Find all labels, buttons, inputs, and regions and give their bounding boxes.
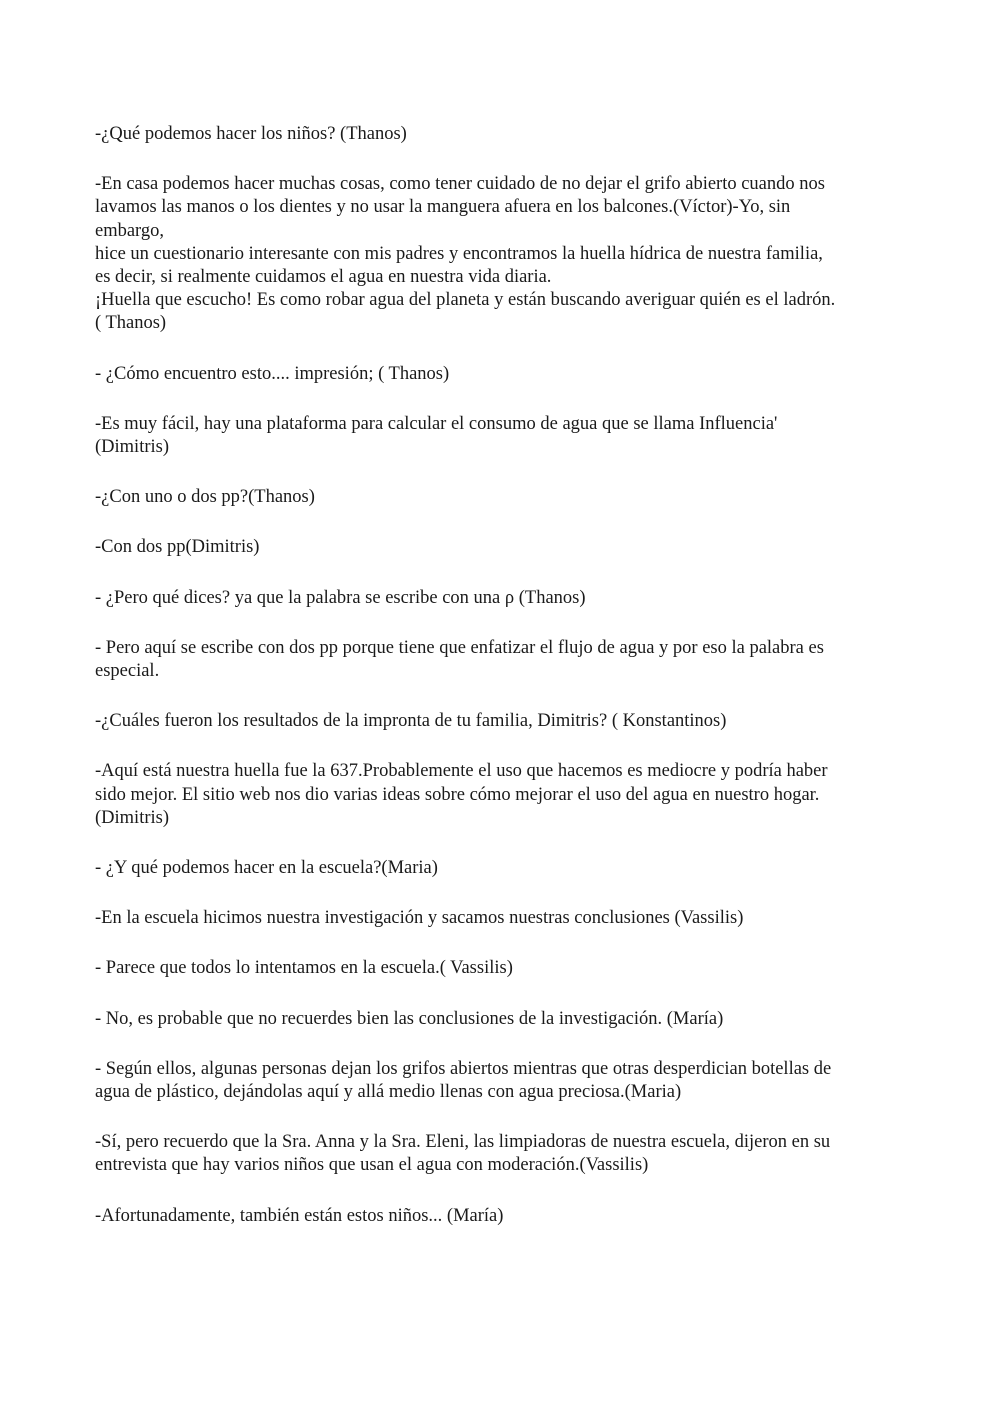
paragraph-gap (95, 981, 910, 1008)
dialogue-line: - Parece que todos lo intentamos en la escuela.( Vassilis) (95, 958, 513, 979)
paragraph-gap (95, 1178, 910, 1205)
paragraph-gap (95, 683, 910, 710)
dialogue-line: -Aquí está nuestra huella fue la 637.Probablemente el uso que hacemos es mediocre y podría haber sido mejor. El sitio web nos dio varias ideas sobre cómo mejorar el uso del agua en nuestro hogar. (Dimitris) (95, 761, 828, 828)
paragraph-gap (95, 930, 910, 957)
paragraph-gap (95, 459, 910, 486)
paragraph-gap (95, 386, 910, 413)
dialogue-line: - No, es probable que no recuerdes bien las conclusiones de la investigación. (María) (95, 1008, 724, 1029)
dialogue-line: - Pero aquí se escribe con dos pp porque tiene que enfatizar el flujo de agua y por eso la palabra es especial. (95, 637, 824, 682)
paragraph-gap (95, 509, 910, 536)
document-body (95, 123, 910, 1228)
dialogue-line: -En la escuela hicimos nuestra investigación y sacamos nuestras conclusiones (Vassilis) (95, 908, 744, 929)
paragraph-gap (95, 560, 910, 587)
dialogue-line: - Según ellos, algunas personas dejan los grifos abiertos mientras que otras desperdician botellas de agua de plástico, dejándolas aquí y allá medio llenas con agua preciosa.(Maria) (95, 1058, 832, 1103)
dialogue-line: -¿Con uno o dos pp?(Thanos) (95, 487, 315, 508)
dialogue-line: -Con dos pp(Dimitris) (95, 537, 260, 558)
dialogue-line: -¿Cuáles fueron los resultados de la impronta de tu familia, Dimitris? ( Konstantinos) (95, 711, 727, 732)
paragraph-gap (95, 1104, 910, 1131)
dialogue-line: - ¿Pero qué dices? ya que la palabra se escribe con una ρ (Thanos) (95, 587, 586, 608)
dialogue-line: - ¿Cómo encuentro esto.... impresión; ( Thanos) (95, 363, 450, 384)
dialogue-line: -Afortunadamente, también están estos niños... (María) (95, 1205, 504, 1226)
paragraph-gap (95, 610, 910, 637)
dialogue-line: - ¿Y qué podemos hacer en la escuela?(Maria) (95, 858, 438, 879)
paragraph-gap (95, 830, 910, 857)
paragraph-gap (95, 880, 910, 907)
dialogue-line: -Es muy fácil, hay una plataforma para calcular el consumo de agua que se llama Influencia' (Dimitris) (95, 413, 778, 458)
paragraph-gap (95, 336, 910, 363)
paragraph-gap (95, 733, 910, 760)
paragraph-gap (95, 146, 910, 173)
dialogue-line: -¿Qué podemos hacer los niños? (Thanos) (95, 124, 407, 144)
dialogue-line: -En casa podemos hacer muchas cosas, como tener cuidado de no dejar el grifo abierto cuando nos lavamos las manos o los dientes y no usar la manguera afuera en los balcones.(Víctor)-Yo, sin embargo, hice un cuestionario interesante con mis padres y encontramos la huella hídrica de nuestra familia, es decir, si realmente cuidamos el agua en nuestra vida diaria. ¡Huella que escucho! Es como robar agua del planeta y están buscando averiguar quién es el ladrón. ( Thanos) (95, 174, 836, 334)
dialogue-line: -Sí, pero recuerdo que la Sra. Anna y la Sra. Eleni, las limpiadoras de nuestra escuela, dijeron en su entrevista que hay varios niños que usan el agua con moderación.(Vassilis) (95, 1132, 831, 1176)
paragraph-gap (95, 1031, 910, 1058)
